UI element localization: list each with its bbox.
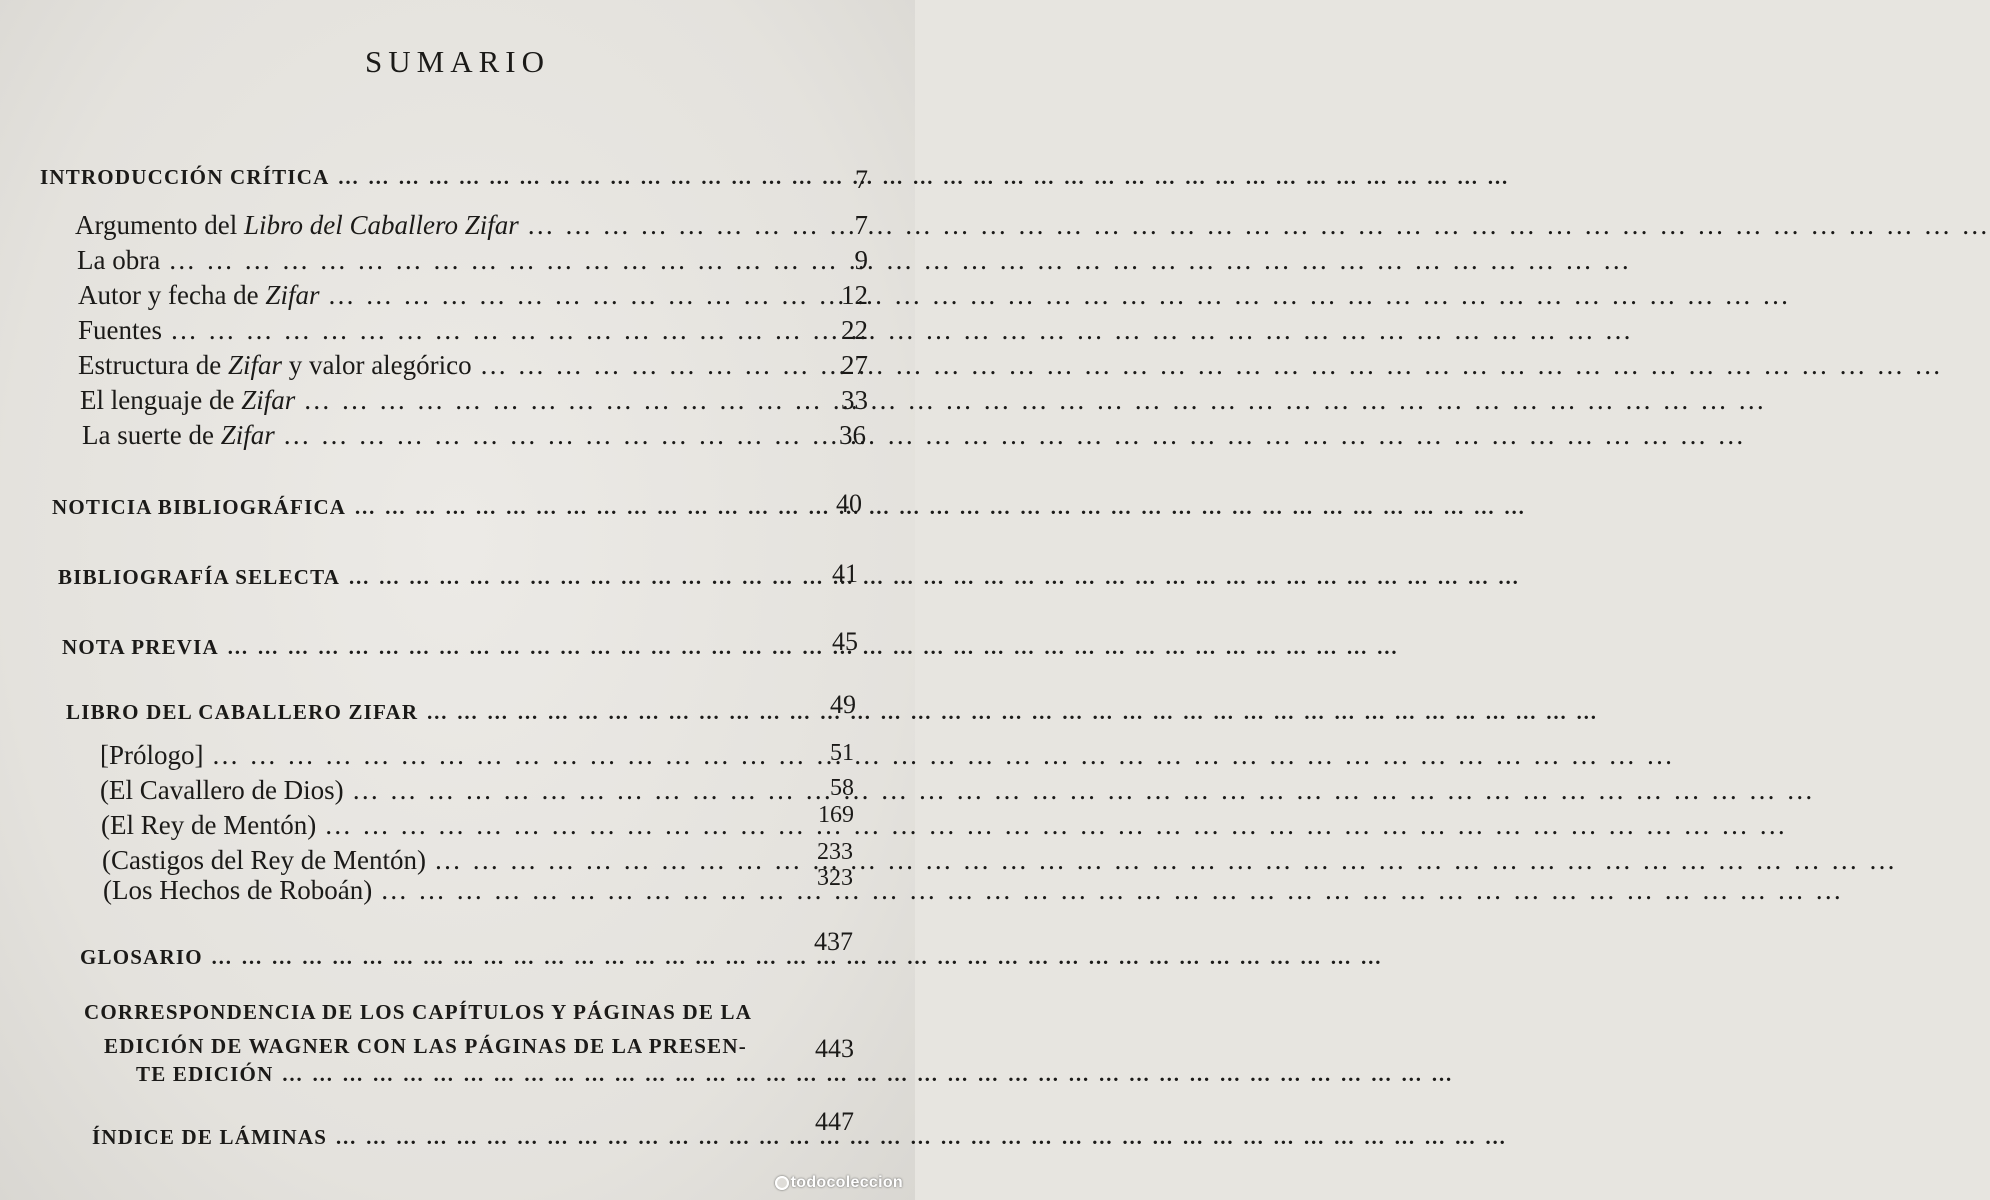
toc-label: GLOSARIO bbox=[80, 945, 203, 969]
dot-leader bbox=[283, 420, 1747, 451]
dot-leader bbox=[281, 1062, 1454, 1087]
toc-page: 45 bbox=[832, 627, 858, 656]
toc-entry-la-obra bbox=[77, 245, 868, 285]
toc-label: Fuentes bbox=[78, 315, 162, 345]
toc-label: (El Rey de Mentón) bbox=[101, 810, 317, 840]
toc-entry-noticia bbox=[52, 489, 862, 535]
toc-label-line-1: CORRESPONDENCIA DE LOS CAPÍTULOS Y PÁGINAS DE LA bbox=[84, 1000, 753, 1024]
toc-label: La suerte de Zifar bbox=[82, 420, 275, 450]
dot-leader bbox=[227, 635, 1400, 660]
toc-entry-estructura bbox=[78, 350, 868, 390]
toc-page: 33 bbox=[841, 385, 868, 415]
toc-page: 49 bbox=[830, 690, 856, 719]
toc-page: 233 bbox=[817, 839, 853, 865]
toc-label: Estructura de Zifar y valor alegórico bbox=[78, 350, 472, 380]
watermark-logo: todocoleccion bbox=[775, 1174, 903, 1192]
dot-leader bbox=[434, 845, 1898, 876]
toc-page: 437 bbox=[814, 927, 853, 956]
dot-leader bbox=[352, 775, 1816, 806]
toc-entry-rey bbox=[101, 802, 854, 850]
toc-entry-hechos bbox=[103, 865, 853, 915]
toc-entry-argumento bbox=[75, 210, 868, 250]
dot-leader bbox=[212, 740, 1676, 771]
toc-page: 447 bbox=[815, 1107, 854, 1136]
toc-entry-lenguaje bbox=[80, 385, 868, 425]
dot-leader bbox=[170, 315, 1634, 346]
toc-label: NOTA PREVIA bbox=[62, 635, 219, 659]
toc-page: 41 bbox=[832, 559, 858, 588]
dot-leader bbox=[168, 245, 1632, 276]
toc-label-line-3: TE EDICIÓN … … … … … … … … … … … … … … … … … … … … … … … … … … … … … … … … … … … … … … … 443 bbox=[136, 1062, 854, 1102]
dot-leader bbox=[211, 945, 1384, 970]
dot-leader bbox=[380, 875, 1844, 906]
toc-page: 443 bbox=[815, 1034, 854, 1063]
toc-page: 27 bbox=[841, 350, 868, 380]
toc-label: (El Cavallero de Dios) bbox=[100, 775, 344, 805]
toc-entry-fuentes bbox=[78, 315, 868, 355]
toc-page: 58 bbox=[830, 775, 854, 801]
toc-label: [Prólogo] bbox=[100, 740, 204, 770]
toc-page: 169 bbox=[818, 802, 854, 828]
toc-entry-introduccion bbox=[40, 165, 868, 205]
toc-entry-suerte bbox=[82, 420, 866, 460]
book-page bbox=[0, 0, 915, 1200]
toc-entry-prologo bbox=[100, 740, 854, 780]
toc-page: 51 bbox=[830, 740, 854, 766]
dot-leader bbox=[324, 810, 1788, 841]
toc-label: (Los Hechos de Roboán) bbox=[103, 875, 373, 905]
toc-page: 22 bbox=[841, 315, 868, 345]
toc-page: 36 bbox=[839, 420, 866, 450]
dot-leader bbox=[337, 165, 1510, 190]
toc-page: 40 bbox=[836, 489, 862, 518]
toc-entry-glosario bbox=[80, 927, 853, 985]
toc-label: INTRODUCCIÓN CRÍTICA bbox=[40, 165, 330, 189]
toc-entry-cavallero bbox=[100, 775, 854, 815]
toc-label: (Castigos del Rey de Mentón) bbox=[102, 845, 426, 875]
toc-label: NOTICIA BIBLIOGRÁFICA bbox=[52, 495, 347, 519]
page-title: SUMARIO bbox=[365, 44, 550, 79]
toc-label: LIBRO DEL CABALLERO ZIFAR bbox=[66, 700, 419, 724]
toc-page: 7 bbox=[854, 210, 868, 240]
toc-label: ÍNDICE DE LÁMINAS bbox=[92, 1125, 328, 1149]
toc-entry-indice-laminas bbox=[92, 1107, 854, 1165]
toc-entry-autor bbox=[78, 280, 868, 320]
toc-page: 323 bbox=[817, 865, 853, 891]
toc-page: 7 bbox=[855, 165, 868, 194]
toc-page: 9 bbox=[854, 245, 868, 275]
dot-leader bbox=[527, 210, 1990, 241]
toc-page: 12 bbox=[841, 280, 868, 310]
dot-leader bbox=[327, 280, 1791, 311]
dot-leader bbox=[303, 385, 1767, 416]
dot-leader bbox=[348, 565, 1521, 590]
dot-leader bbox=[335, 1125, 1508, 1150]
dot-leader bbox=[480, 350, 1944, 381]
toc-entry-bibliografia bbox=[58, 559, 858, 605]
toc-label: Argumento del Libro del Caballero Zifar bbox=[75, 210, 519, 240]
dot-leader bbox=[354, 495, 1527, 520]
toc-entry-nota-previa bbox=[62, 627, 858, 675]
watermark-ring-icon bbox=[775, 1176, 789, 1190]
toc-label-line-2: EDICIÓN DE WAGNER CON LAS PÁGINAS DE LA PRESEN- bbox=[104, 1034, 747, 1058]
toc-label: La obra bbox=[77, 245, 161, 275]
dot-leader bbox=[426, 700, 1599, 725]
toc-label: El lenguaje de Zifar bbox=[80, 385, 296, 415]
toc-label: Autor y fecha de Zifar bbox=[78, 280, 320, 310]
toc-label: BIBLIOGRAFÍA SELECTA bbox=[58, 565, 341, 589]
toc-entry-libro bbox=[66, 690, 856, 740]
